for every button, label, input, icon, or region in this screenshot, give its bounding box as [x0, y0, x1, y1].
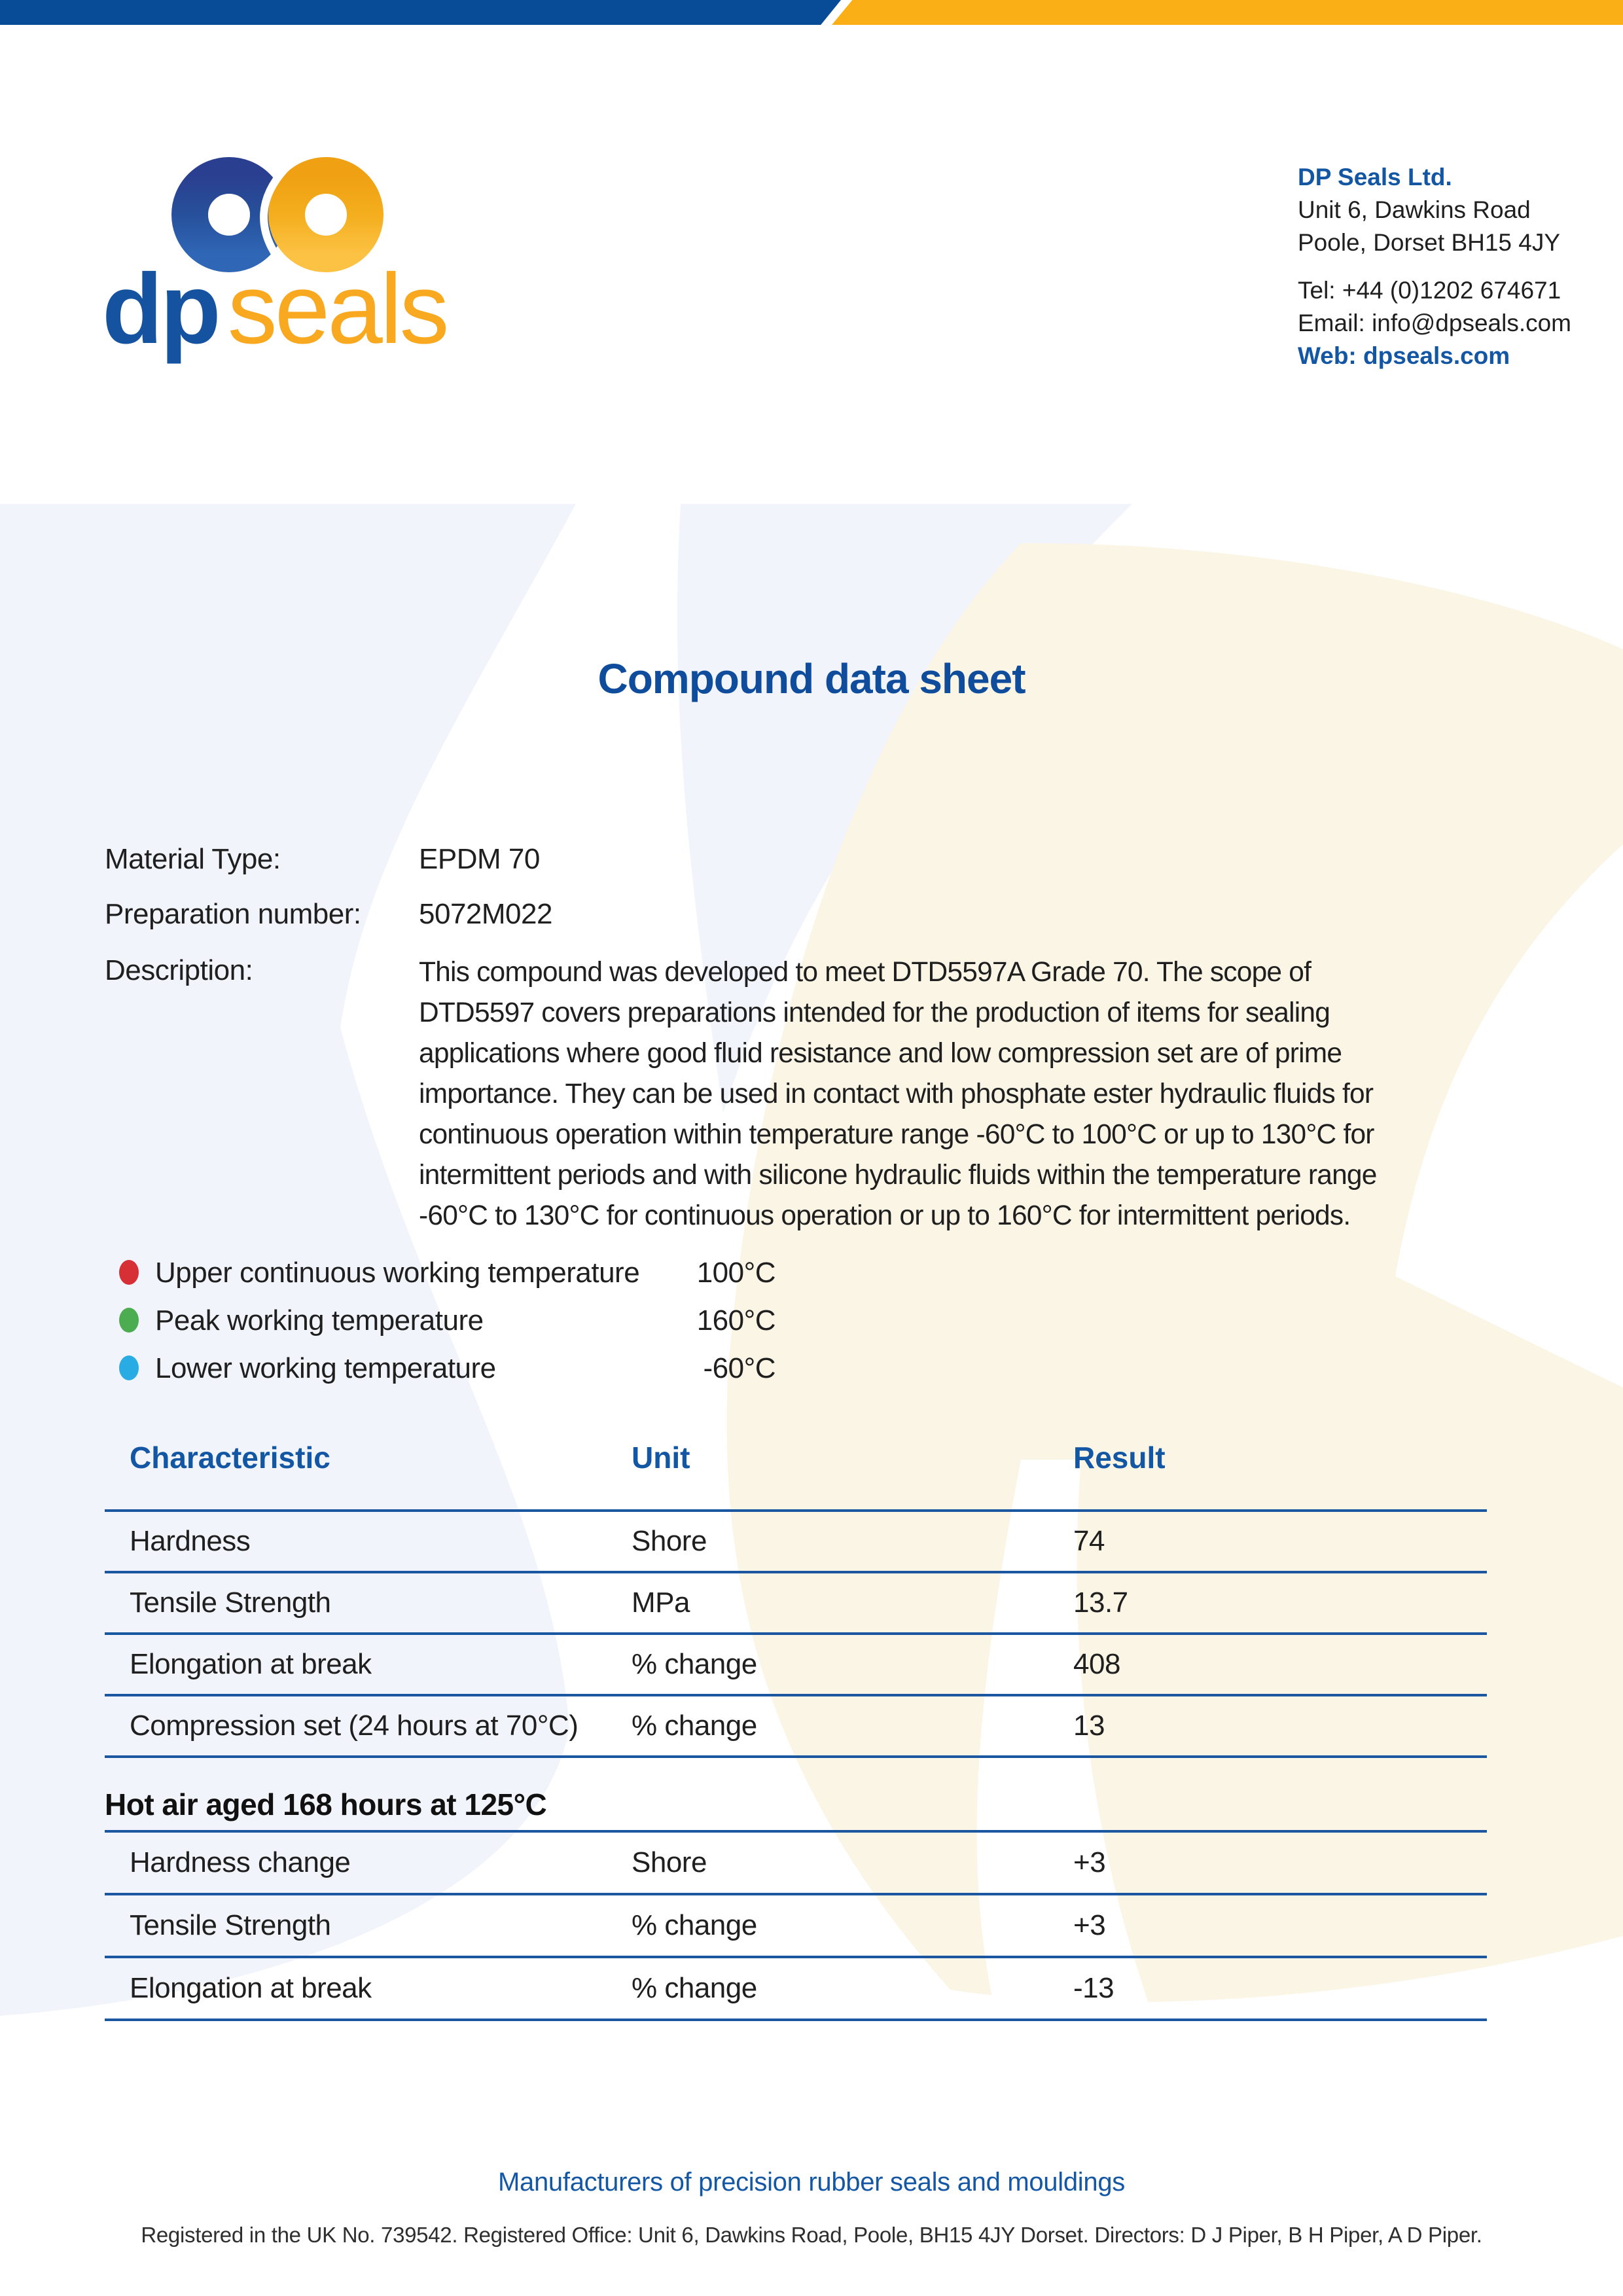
cell-unit: % change — [632, 1972, 757, 2004]
table-row — [105, 1833, 1487, 1893]
cell-result: +3 — [1073, 1846, 1106, 1878]
red-bullet-icon — [119, 1260, 139, 1285]
footer-legal-text: Registered in the UK No. 739542. Registered Office: Unit 6, Dawkins Road, Poole, BH15 4JY Dorset. Directors: D J Piper, B H Piper, A D Piper. — [141, 2223, 1482, 2247]
cell-characteristic: Compression set (24 hours at 70°C) — [130, 1710, 579, 1742]
logo-seals-text: seals — [227, 253, 447, 365]
preparation-number-value: 5072M022 — [419, 898, 552, 930]
description-text: This compound was developed to meet DTD5597A Grade 70. The scope of DTD5597 covers preparations intended for the production of items for sealing applications where good fluid resistance and low compression set are of prime importance. They can be used in contact with phosphate ester hydraulic fluids for continuous operation within temperature range -60°C to 100°C or up to 130°C for intermittent periods and with silicone hydraulic fluids within the temperature range -60°C to 130°C for continuous operation or up to 160°C for intermittent periods. — [419, 957, 1377, 1231]
bullet-label: Lower working temperature — [155, 1352, 496, 1384]
blue-bullet-icon — [119, 1355, 139, 1380]
bullet-value: -60°C — [703, 1352, 776, 1384]
cell-characteristic: Tensile Strength — [130, 1587, 331, 1619]
telephone: Tel: +44 (0)1202 674671 — [1298, 277, 1561, 304]
logo-dp-text: dp — [102, 253, 219, 365]
table-row — [105, 1895, 1487, 1956]
email: Email: info@dpseals.com — [1298, 310, 1572, 336]
column-header-characteristic: Characteristic — [130, 1441, 330, 1475]
website: Web: dpseals.com — [1298, 342, 1510, 369]
cell-result: -13 — [1073, 1972, 1115, 2004]
temperature-bullet-list — [105, 1249, 825, 1392]
cell-unit: % change — [632, 1710, 757, 1742]
cell-unit: MPa — [632, 1587, 690, 1619]
address-line-1: Unit 6, Dawkins Road — [1298, 196, 1531, 223]
material-type-label: Material Type: — [105, 843, 281, 875]
topbar-blue-segment — [0, 0, 841, 25]
green-bullet-icon — [119, 1308, 139, 1333]
cell-unit: % change — [632, 1909, 757, 1941]
cell-characteristic: Tensile Strength — [130, 1909, 331, 1941]
table-header-row — [105, 1440, 1487, 1509]
list-item — [105, 1297, 825, 1344]
cell-characteristic: Elongation at break — [130, 1648, 372, 1680]
table-rule — [105, 2018, 1487, 2021]
column-header-unit: Unit — [632, 1441, 690, 1475]
table-row — [105, 1573, 1487, 1632]
preparation-number-label: Preparation number: — [105, 898, 361, 930]
dp-seals-logotype — [102, 253, 447, 365]
table-row — [105, 1512, 1487, 1571]
company-name: DP Seals Ltd. — [1298, 164, 1452, 190]
table-row — [105, 1958, 1487, 2018]
cell-unit: Shore — [632, 1525, 707, 1557]
section-heading: Hot air aged 168 hours at 125°C — [105, 1787, 547, 1821]
cell-characteristic: Hardness change — [130, 1846, 351, 1878]
page-title: Compound data sheet — [597, 655, 1026, 702]
list-item — [105, 1344, 825, 1392]
topbar-yellow-segment — [832, 0, 1623, 25]
contact-block — [1298, 161, 1571, 372]
address-line-2: Poole, Dorset BH15 4JY — [1298, 229, 1561, 256]
bullet-label: Peak working temperature — [155, 1304, 484, 1336]
table-row — [105, 1635, 1487, 1694]
bullet-label: Upper continuous working temperature — [155, 1256, 640, 1289]
footer-tagline: Manufacturers of precision rubber seals and mouldings — [498, 2168, 1125, 2197]
list-item — [105, 1249, 825, 1297]
column-header-result: Result — [1073, 1441, 1166, 1475]
cell-unit: Shore — [632, 1846, 707, 1878]
cell-result: 74 — [1073, 1525, 1105, 1557]
description-label: Description: — [105, 954, 253, 986]
cell-result: 408 — [1073, 1648, 1120, 1680]
characteristics-table — [105, 1440, 1487, 1758]
bullet-value: 160°C — [696, 1304, 776, 1336]
hot-air-aged-table — [105, 1780, 1487, 2021]
cell-result: 13.7 — [1073, 1587, 1128, 1619]
cell-unit: % change — [632, 1648, 757, 1680]
material-type-value: EPDM 70 — [419, 843, 540, 875]
cell-result: 13 — [1073, 1710, 1105, 1742]
table-rule — [105, 1755, 1487, 1758]
cell-characteristic: Hardness — [130, 1525, 251, 1557]
cell-characteristic: Elongation at break — [130, 1972, 372, 2004]
cell-result: +3 — [1073, 1909, 1106, 1941]
bullet-value: 100°C — [696, 1256, 776, 1289]
table-row — [105, 1696, 1487, 1755]
